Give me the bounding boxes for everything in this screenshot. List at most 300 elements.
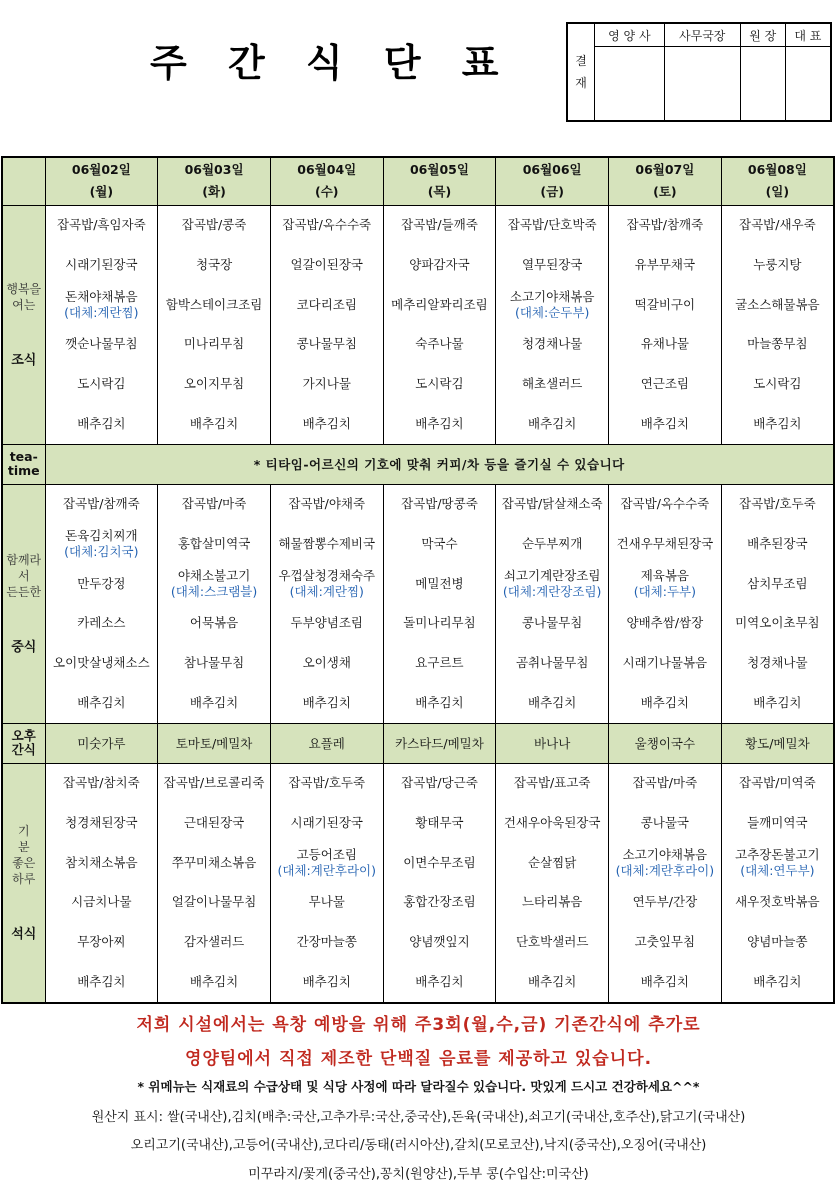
menu-item-name: 배추김치 — [640, 973, 690, 989]
dinner-label-line: 하루 — [12, 872, 36, 886]
menu-item-name: 잡곡밥/마죽 — [632, 775, 698, 791]
signature-box — [595, 47, 665, 122]
dinner-day-cell — [383, 763, 496, 1003]
menu-item-name: 연두부/간장 — [632, 894, 698, 910]
menu-item — [722, 325, 833, 365]
dinner-day-cell — [45, 763, 158, 1003]
day-header — [158, 157, 271, 205]
menu-item-name: 배추김치 — [77, 973, 126, 989]
menu-item — [158, 683, 270, 723]
menu-item-substitute: (대체:스크램블) — [170, 583, 258, 599]
breakfast-label-line: 여는 — [12, 298, 36, 312]
menu-item-name: 감자샐러드 — [183, 934, 245, 950]
menu-item-name: 잡곡밥/브로콜리죽 — [163, 775, 265, 791]
lunch-day-cell — [383, 484, 496, 723]
menu-item — [384, 962, 496, 1002]
breakfast-day-cell — [721, 205, 834, 444]
approval-role: 원 장 — [740, 23, 785, 47]
menu-item — [384, 404, 496, 444]
menu-item — [609, 325, 721, 365]
menu-item — [158, 206, 270, 246]
menu-item-name: 잡곡밥/단호박죽 — [507, 217, 597, 233]
menu-item — [609, 404, 721, 444]
menu-item-name: 누룽지탕 — [753, 257, 802, 272]
origin-line-3: 미꾸라지/꽃게(중국산),꽁치(원양산),두부 콩(수입산:미국산) — [248, 1167, 589, 1182]
menu-item-name: 잡곡밥/당근죽 — [401, 775, 478, 791]
menu-item — [158, 285, 270, 325]
dinner-day-cell — [721, 763, 834, 1003]
menu-item — [158, 764, 270, 804]
menu-item — [271, 803, 383, 843]
menu-item — [496, 962, 608, 1002]
menu-item-name: 열무된장국 — [521, 257, 583, 272]
menu-item-name: 순살찜닭 — [528, 854, 577, 870]
menu-item-name: 간장마늘쫑 — [296, 934, 357, 950]
menu-item — [271, 683, 383, 723]
menu-item-name: 오이생채 — [302, 655, 351, 671]
approval-box — [566, 22, 832, 122]
menu-item-name: 오이맛살냉채소스 — [53, 655, 150, 671]
menu-item — [271, 922, 383, 962]
menu-item — [46, 364, 158, 404]
menu-item-substitute: (대체:계란장조림) — [502, 583, 602, 599]
day-header — [270, 157, 383, 205]
menu-item — [46, 604, 158, 644]
menu-item — [271, 285, 383, 325]
menu-item — [158, 803, 270, 843]
menu-item — [496, 245, 608, 285]
corner-cell — [2, 157, 45, 205]
menu-item — [496, 485, 608, 525]
menu-item — [271, 206, 383, 246]
menu-item-substitute: (대체:두부) — [633, 583, 696, 599]
menu-item-name: 잡곡밥/들깨죽 — [401, 217, 478, 233]
menu-item — [46, 843, 158, 883]
menu-item-name: 배추김치 — [640, 415, 690, 431]
menu-item — [722, 364, 833, 404]
menu-item — [384, 564, 496, 604]
menu-item — [384, 485, 496, 525]
menu-item-name: 돌미나리무침 — [403, 615, 476, 631]
menu-item-name: 양파감자국 — [409, 257, 470, 272]
menu-item — [609, 604, 721, 644]
snack-item: 황도/메밀차 — [721, 723, 834, 763]
menu-item-name: 배추김치 — [753, 973, 802, 989]
menu-item-name: 두부양념조림 — [290, 615, 363, 631]
menu-item-name: 황태무국 — [415, 815, 464, 830]
menu-item-name: 홍합살미역국 — [177, 536, 251, 551]
menu-item — [609, 364, 721, 404]
menu-item-name: 함박스테이크조림 — [165, 296, 263, 312]
menu-item-name: 배추김치 — [415, 694, 464, 710]
menu-item — [46, 803, 158, 843]
menu-item-name: 청경채나물 — [747, 655, 808, 671]
menu-item-substitute: (대체:김치국) — [64, 544, 139, 559]
menu-item — [496, 564, 608, 604]
menu-item-name: 건새우무채된장국 — [616, 536, 714, 551]
menu-item-name: 배추김치 — [77, 415, 126, 431]
dinner-day-cell — [496, 763, 609, 1003]
menu-item-name: 배추김치 — [640, 694, 690, 710]
menu-item — [384, 803, 496, 843]
dinner-label — [2, 763, 45, 1003]
menu-item-name: 홍합간장조림 — [403, 894, 476, 910]
menu-item — [384, 843, 496, 883]
menu-item-name: 카레소스 — [77, 615, 126, 631]
breakfast-label — [2, 205, 45, 444]
menu-item — [722, 962, 833, 1002]
menu-item — [271, 843, 383, 883]
menu-item-name: 배추김치 — [415, 415, 464, 431]
lunch-day-cell — [721, 484, 834, 723]
menu-item — [722, 404, 833, 444]
menu-item — [271, 643, 383, 683]
menu-item — [496, 206, 608, 246]
approval-role: 영 양 사 — [595, 23, 665, 47]
menu-item-name: 잡곡밥/참깨죽 — [626, 217, 704, 233]
menu-item-name: 참나물무침 — [183, 655, 245, 671]
menu-item-name: 양념마늘쫑 — [747, 934, 808, 950]
approval-label — [567, 23, 595, 121]
menu-item-name: 야채소불고기 — [177, 567, 251, 583]
day-weekday: (화) — [202, 184, 226, 200]
menu-item — [46, 245, 158, 285]
menu-item — [722, 843, 833, 883]
menu-item-name: 배추김치 — [302, 973, 351, 989]
breakfast-day-cell — [158, 205, 271, 444]
menu-item-name: 삼치무조림 — [747, 575, 808, 591]
day-weekday: (목) — [427, 184, 452, 200]
menu-item-name: 배추김치 — [753, 415, 802, 431]
menu-item-name: 잡곡밥/새우죽 — [739, 217, 816, 233]
day-date: 06월02일 — [71, 162, 131, 178]
lunch-meal-name: 중식 — [11, 640, 37, 655]
menu-item — [496, 285, 608, 325]
menu-item — [384, 764, 496, 804]
lunch-day-cell — [45, 484, 158, 723]
menu-item-name: 콩나물무침 — [521, 615, 583, 631]
day-weekday: (수) — [315, 184, 339, 200]
menu-item — [384, 683, 496, 723]
menu-item-name: 소고기야채볶음 — [509, 288, 595, 304]
weekly-menu-table — [1, 156, 835, 1004]
menu-item — [609, 922, 721, 962]
menu-item — [722, 922, 833, 962]
menu-item — [609, 683, 721, 723]
menu-item — [384, 643, 496, 683]
day-weekday: (월) — [89, 184, 114, 200]
menu-item-name: 청국장 — [195, 257, 233, 272]
menu-item — [158, 364, 270, 404]
snack-item: 요플레 — [270, 723, 383, 763]
approval-role: 사무국장 — [664, 23, 740, 47]
menu-item — [158, 245, 270, 285]
menu-item — [46, 285, 158, 325]
teatime-notice: * 티타임-어르신의 기호에 맞춰 커피/차 등을 즐기실 수 있습니다 — [45, 444, 834, 484]
page-title: 주 간 식 단 표 — [150, 41, 513, 85]
menu-item — [158, 524, 270, 564]
menu-item-name: 잡곡밥/흑임자죽 — [56, 217, 146, 233]
snack-item: 울챙이국수 — [609, 723, 722, 763]
menu-item-name: 소고기야채볶음 — [622, 846, 708, 862]
menu-item — [271, 404, 383, 444]
menu-item — [158, 325, 270, 365]
dinner-day-cell — [609, 763, 722, 1003]
approval-label-top: 결 — [575, 54, 587, 68]
menu-item-name: 해물짬뽕수제비국 — [278, 536, 376, 551]
day-header — [609, 157, 722, 205]
menu-item-name: 오이지무침 — [183, 376, 245, 392]
day-date: 06월08일 — [747, 162, 807, 178]
menu-item-substitute: (대체:순두부) — [514, 304, 590, 320]
menu-item — [722, 285, 833, 325]
menu-item-name: 도시락김 — [415, 376, 464, 392]
day-weekday: (토) — [653, 184, 677, 200]
menu-item-name: 쇠고기계란장조림 — [503, 567, 601, 583]
menu-item-name: 시금치나물 — [71, 894, 132, 910]
dinner-label-line: 기 — [17, 824, 30, 838]
menu-item — [46, 764, 158, 804]
menu-item-name: 잡곡밥/땅콩죽 — [401, 496, 478, 512]
menu-item-name: 잡곡밥/미역죽 — [739, 775, 816, 791]
menu-item — [46, 643, 158, 683]
menu-item — [722, 604, 833, 644]
menu-item-name: 무장아찌 — [77, 934, 126, 950]
snack-item: 미숫가루 — [45, 723, 158, 763]
menu-item-name: 배추김치 — [415, 973, 464, 989]
day-header — [383, 157, 496, 205]
menu-item-name: 잡곡밥/참깨죽 — [63, 496, 140, 512]
lunch-day-cell — [270, 484, 383, 723]
menu-item-name: 얼갈이된장국 — [290, 257, 363, 272]
menu-item — [609, 803, 721, 843]
menu-item-name: 제육볶음 — [640, 567, 690, 583]
signature-box — [785, 47, 831, 122]
menu-item — [496, 643, 608, 683]
day-weekday: (금) — [540, 184, 564, 200]
menu-item-name: 만두강정 — [77, 575, 126, 591]
menu-item-substitute: (대체:계란찜) — [289, 583, 364, 599]
menu-item-name: 도시락김 — [753, 376, 802, 392]
menu-item — [158, 485, 270, 525]
menu-item-name: 깻순나물무침 — [65, 336, 138, 352]
menu-item-name: 잡곡밥/콩죽 — [181, 217, 247, 233]
menu-item — [158, 564, 270, 604]
day-date: 06월06일 — [522, 162, 582, 178]
menu-item — [271, 485, 383, 525]
menu-item-name: 돈육김치찌개 — [65, 528, 138, 543]
menu-item — [496, 883, 608, 923]
menu-item-name: 시래기나물볶음 — [622, 655, 708, 671]
breakfast-day-cell — [45, 205, 158, 444]
menu-item — [46, 962, 158, 1002]
menu-item-name: 느타리볶음 — [521, 894, 583, 910]
menu-item-name: 배추김치 — [528, 415, 577, 431]
menu-item-name: 막국수 — [421, 536, 458, 551]
menu-item-name: 배추김치 — [302, 415, 351, 431]
menu-item-name: 참치채소볶음 — [65, 854, 138, 870]
menu-item — [158, 922, 270, 962]
menu-item — [384, 524, 496, 564]
day-date: 06월07일 — [635, 162, 695, 178]
day-date: 06월04일 — [297, 162, 357, 178]
day-weekday: (일) — [765, 184, 790, 200]
menu-item-name: 가지나물 — [302, 376, 351, 392]
menu-item — [158, 404, 270, 444]
footer-note: * 위메뉴는 식재료의 수급상태 및 식당 사정에 따라 달라질수 있습니다. 맛있게 드시고 건강하세요^^* — [137, 1079, 700, 1094]
menu-item — [46, 485, 158, 525]
lunch-day-cell — [609, 484, 722, 723]
menu-item — [722, 803, 833, 843]
menu-item — [384, 922, 496, 962]
footer-notice-line-2: 영양팀에서 직접 제조한 단백질 음료를 제공하고 있습니다. — [184, 1049, 653, 1069]
menu-item-name: 잡곡밥/호두죽 — [288, 775, 366, 791]
menu-item-name: 배추김치 — [753, 694, 802, 710]
menu-item — [609, 524, 721, 564]
menu-item-name: 양념깻잎지 — [409, 934, 470, 950]
lunch-label — [2, 484, 45, 723]
menu-item-name: 떡갈비구이 — [634, 296, 696, 312]
menu-item — [722, 524, 833, 564]
menu-item-name: 청경채된장국 — [65, 815, 138, 830]
menu-item-name: 청경채나물 — [521, 336, 583, 352]
breakfast-label-line: 행복을 — [6, 282, 42, 296]
menu-item-name: 건새우아욱된장국 — [503, 815, 601, 830]
menu-item-name: 우껍살청경채숙주 — [278, 567, 376, 583]
menu-item-name: 메추리알꽈리조림 — [391, 296, 488, 312]
menu-item — [158, 962, 270, 1002]
menu-item-substitute: (대체:계란찜) — [64, 304, 139, 320]
menu-item-name: 도시락김 — [77, 376, 126, 392]
snack-item: 바나나 — [496, 723, 609, 763]
menu-item — [609, 206, 721, 246]
signature-box — [740, 47, 785, 122]
menu-item — [46, 683, 158, 723]
day-header — [721, 157, 834, 205]
menu-item-name: 단호박샐러드 — [515, 934, 589, 950]
menu-item-name: 요구르트 — [415, 655, 464, 671]
menu-item-name: 콩나물무침 — [296, 336, 357, 352]
breakfast-day-cell — [609, 205, 722, 444]
menu-item — [496, 604, 608, 644]
menu-item-name: 순두부찌개 — [521, 536, 583, 551]
teatime-label — [2, 444, 45, 484]
menu-item — [384, 325, 496, 365]
menu-item-name: 잡곡밥/닭살채소죽 — [501, 496, 603, 512]
menu-item-name: 고등어조림 — [296, 846, 357, 862]
menu-item — [609, 843, 721, 883]
menu-item-name: 들깨미역국 — [747, 815, 808, 830]
menu-item — [496, 364, 608, 404]
menu-item-name: 잡곡밥/마죽 — [181, 496, 247, 512]
menu-item — [158, 883, 270, 923]
snack-item: 토마토/메밀차 — [158, 723, 271, 763]
menu-item-name: 근대된장국 — [183, 815, 245, 830]
dinner-label-line: 분 — [17, 840, 30, 854]
menu-item-name: 굴소스해물볶음 — [735, 296, 820, 312]
menu-item — [609, 245, 721, 285]
dinner-day-cell — [270, 763, 383, 1003]
menu-item — [609, 883, 721, 923]
menu-item-name: 고춧잎무침 — [634, 934, 696, 950]
menu-item-name: 무나물 — [308, 894, 345, 910]
teatime-label-line: time — [7, 463, 40, 478]
lunch-label-line: 든든한 — [6, 585, 42, 599]
menu-item — [722, 683, 833, 723]
menu-item-name: 배추된장국 — [747, 536, 808, 551]
menu-item — [46, 564, 158, 604]
origin-line-2: 오리고기(국내산),고등어(국내산),코다리/동태(러시아산),갈치(모로코산),낙지(중국산),오징어(국내산) — [130, 1138, 707, 1153]
footer-notice-line-1: 저희 시설에서는 욕창 예방을 위해 주3회(월,수,금) 기존간식에 추가로 — [136, 1015, 701, 1035]
menu-item — [384, 883, 496, 923]
day-header — [496, 157, 609, 205]
menu-item — [496, 922, 608, 962]
menu-item — [271, 325, 383, 365]
menu-item — [496, 764, 608, 804]
menu-item — [384, 245, 496, 285]
menu-item-name: 배추김치 — [189, 415, 239, 431]
menu-item — [46, 922, 158, 962]
menu-item-name: 시래기된장국 — [65, 257, 138, 272]
day-date: 06월03일 — [184, 162, 244, 178]
menu-item — [271, 245, 383, 285]
menu-item-name: 새우젓호박볶음 — [735, 894, 820, 910]
menu-item — [158, 604, 270, 644]
snack-label-line: 간식 — [11, 742, 36, 757]
menu-item-name: 잡곡밥/옥수수죽 — [620, 496, 710, 512]
menu-item — [496, 325, 608, 365]
menu-item — [722, 564, 833, 604]
menu-item — [609, 962, 721, 1002]
menu-item-name: 양배추쌈/쌈장 — [626, 615, 704, 631]
menu-item-name: 잡곡밥/참치죽 — [63, 775, 140, 791]
menu-item-name: 배추김치 — [528, 973, 577, 989]
breakfast-day-cell — [383, 205, 496, 444]
dinner-label-line: 좋은 — [12, 856, 36, 870]
menu-item — [158, 643, 270, 683]
teatime-label-line: tea- — [9, 449, 38, 464]
menu-item — [496, 524, 608, 564]
approval-role: 대 표 — [785, 23, 831, 47]
menu-item-name: 배추김치 — [77, 694, 126, 710]
day-date: 06월05일 — [409, 162, 469, 178]
menu-item-name: 배추김치 — [189, 694, 239, 710]
menu-item-name: 돈채야채볶음 — [65, 288, 138, 304]
menu-item-name: 유부무채국 — [634, 257, 696, 272]
origin-line-1: 원산지 표시: 쌀(국내산),김치(배추:국산,고추가루:국산,중국산),돈육(국내산),쇠고기(국내산,호주산),닭고기(국내산) — [91, 1110, 746, 1125]
menu-item — [722, 883, 833, 923]
menu-item-name: 연근조림 — [640, 376, 690, 392]
menu-item — [46, 325, 158, 365]
menu-item — [722, 764, 833, 804]
menu-item-name: 곰취나물무침 — [515, 655, 589, 671]
menu-item-substitute: (대체:계란후라이) — [277, 862, 376, 878]
menu-item — [609, 643, 721, 683]
menu-item-name: 코다리조림 — [296, 296, 357, 312]
menu-item — [271, 962, 383, 1002]
menu-item-name: 잡곡밥/옥수수죽 — [282, 217, 372, 233]
menu-item-name: 콩나물국 — [640, 815, 690, 830]
menu-item — [609, 285, 721, 325]
menu-item — [271, 364, 383, 404]
menu-item-substitute: (대체:연두부) — [740, 862, 815, 878]
menu-item-name: 얼갈이나물무침 — [171, 894, 257, 910]
lunch-day-cell — [158, 484, 271, 723]
signature-box — [664, 47, 740, 122]
dinner-meal-name: 석식 — [11, 927, 37, 942]
dinner-day-cell — [158, 763, 271, 1003]
breakfast-day-cell — [270, 205, 383, 444]
